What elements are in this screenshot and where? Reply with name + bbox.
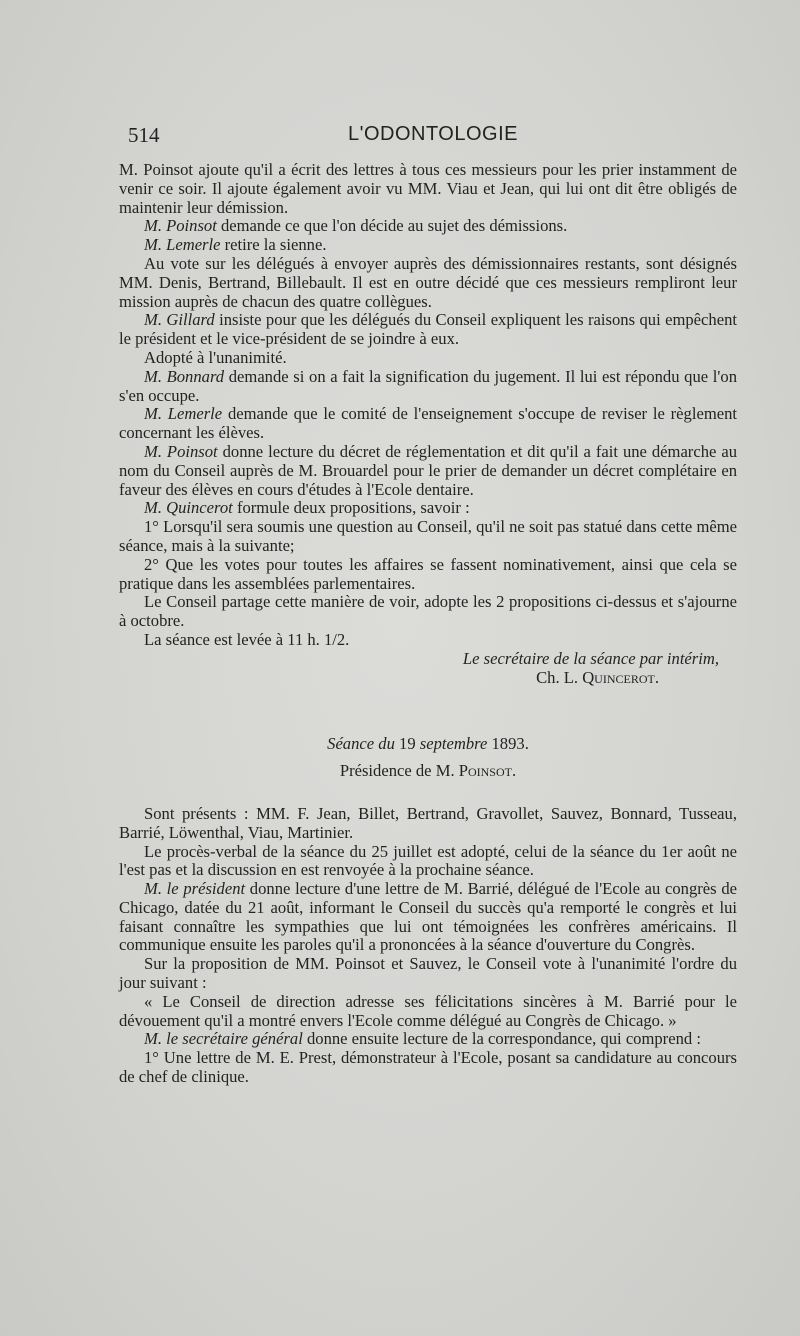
paragraph-text: demande que le comité de l'enseignement s'occupe de reviser le règlement concernant les élèves.: [119, 404, 738, 443]
paragraph: [119, 349, 737, 368]
paragraph-text: donne ensuite lecture de la correspondance, qui comprend :: [302, 1029, 701, 1049]
paragraph-text: « Le Conseil de direction adresse ses félicitations sincères à M. Barrié pour le dévouement qu'il a montré envers l'Ecole comme délégué au Congrès de Chicago. »: [119, 991, 737, 1030]
paragraph-text: retire la sienne.: [220, 235, 327, 255]
paragraph: [119, 499, 737, 518]
session-month: septembre: [419, 734, 488, 754]
paragraph: [119, 217, 737, 236]
paragraph: [119, 843, 737, 881]
paragraph-text: Le procès-verbal de la séance du 25 juillet est adopté, celui de la séance du 1er août ne l'est pas et la discussion en est renvoyée à la prochaine séance.: [119, 841, 737, 880]
signature-role: Le secrétaire de la séance par intérim,: [462, 648, 719, 668]
page-header: [128, 123, 738, 153]
paragraph-text: Adopté à l'unanimité.: [144, 347, 287, 367]
signature-surname: Quincerot.: [582, 667, 659, 687]
president-name: Poinsot.: [458, 761, 517, 781]
speaker-name: M. Poinsot: [144, 441, 218, 461]
paragraph-text: Au vote sur les délégués à envoyer auprès des démissionnaires restants, sont désignés MM. Denis, Bertrand, Billebault. Il est en outre décidé que ces messieurs rempliront leur mission auprès de chacun des quatre collègues.: [119, 253, 737, 311]
minutes-part-2: [119, 805, 737, 1087]
paragraph-text: M. Poinsot ajoute qu'il a écrit des lettres à tous ces messieurs pour les prier instamment de venir ce soir. Il ajoute également avoir vu MM. Viau et Jean, qui lui ont dit être obligés de maintenir leur démission.: [119, 160, 737, 217]
speaker-name: M. Lemerle: [144, 235, 221, 255]
paragraph-text: donne lecture du décret de réglementation et dit qu'il a fait une démarche au nom du Conseil auprès de M. Brouardel pour le prier de demander un décret complétaire en faveur des élèves en cours d'études à l'Ecole dentaire.: [119, 441, 737, 499]
paragraph-text: demande ce que l'on décide au sujet des démissions.: [216, 216, 568, 236]
paragraph-text: Sur la proposition de MM. Poinsot et Sauvez, le Conseil vote à l'unanimité l'ordre du jour suivant :: [119, 954, 737, 993]
speaker-name: M. Poinsot: [144, 216, 217, 236]
paragraph: [119, 518, 737, 556]
paragraph: [119, 1030, 737, 1049]
paragraph-text: Le Conseil partage cette manière de voir, adopte les 2 propositions ci-dessus et s'ajourne à octobre.: [119, 592, 737, 631]
signature-block: [119, 650, 737, 688]
signature-name-prefix: Ch. L.: [536, 667, 583, 687]
signature-name: [119, 669, 719, 688]
session-year: 1893.: [487, 734, 529, 754]
speaker-name: M. Lemerle: [144, 404, 223, 424]
paragraph: [119, 255, 737, 311]
paragraph: [119, 631, 737, 650]
presidence-label: Présidence de M.: [339, 761, 459, 781]
running-title: L'ODONTOLOGIE: [348, 123, 518, 145]
paragraph-text: demande si on a fait la signification du jugement. Il lui est répondu que l'on s'en occupe.: [119, 366, 737, 405]
paragraph-text: La séance est levée à 11 h. 1/2.: [144, 629, 350, 649]
speaker-name: M. le secrétaire général: [144, 1029, 303, 1049]
paragraph: [119, 311, 737, 349]
paragraph: [119, 161, 737, 217]
speaker-name: M. Quincerot: [144, 498, 233, 518]
paragraph: [119, 880, 737, 955]
paragraph: [119, 593, 737, 631]
speaker-name: M. le président: [144, 879, 246, 899]
paragraph: [119, 443, 737, 499]
section-heading-date: [119, 735, 737, 754]
paragraph: [119, 556, 737, 594]
section-heading-presidence: [119, 762, 737, 781]
minutes-part-1: [119, 161, 737, 650]
paragraph: [119, 405, 737, 443]
paragraph-text: 1° Une lettre de M. E. Prest, démonstrateur à l'Ecole, posant sa candidature au concours de chef de clinique.: [119, 1048, 737, 1087]
paragraph-text: 2° Que les votes pour toutes les affaires se fassent nominativement, ainsi que cela se pratique dans les assemblées parlementaires.: [119, 554, 737, 593]
paragraph: [119, 805, 737, 843]
body-text: [119, 161, 737, 1087]
session-day: 19: [394, 734, 420, 754]
paragraph-text: 1° Lorsqu'il sera soumis une question au Conseil, qu'il ne soit pas statué dans cette même séance, mais à la suivante;: [119, 517, 737, 555]
paragraph-text: formule deux propositions, savoir :: [232, 498, 470, 518]
page-number: 514: [128, 123, 160, 147]
paragraph: [119, 236, 737, 255]
paragraph-text: donne lecture d'une lettre de M. Barrié, délégué de l'Ecole au congrès de Chicago, datée du 21 août, informant le Conseil du succès qu'a remporté le congrès et lui faisant connaître les sympathies que lui ont témoignées les confrères américains. Il communique ensuite les paroles qu'il a prononcées à la séance d'ouverture du Congrès.: [119, 879, 737, 955]
paragraph-text: insiste pour que les délégués du Conseil expliquent les raisons qui empêchent le président et le vice-président de se joindre à eux.: [119, 310, 737, 349]
paragraph: [119, 368, 737, 406]
session-label: Séance du: [327, 734, 395, 754]
paragraph-text: Sont présents : MM. F. Jean, Billet, Bertrand, Gravollet, Sauvez, Bonnard, Tusseau, Barrié, Löwenthal, Viau, Martinier.: [119, 803, 737, 842]
paragraph: [119, 993, 737, 1031]
paragraph: [119, 1049, 737, 1087]
paragraph: [119, 955, 737, 993]
speaker-name: M. Bonnard: [144, 366, 225, 386]
speaker-name: M. Gillard: [144, 310, 215, 330]
